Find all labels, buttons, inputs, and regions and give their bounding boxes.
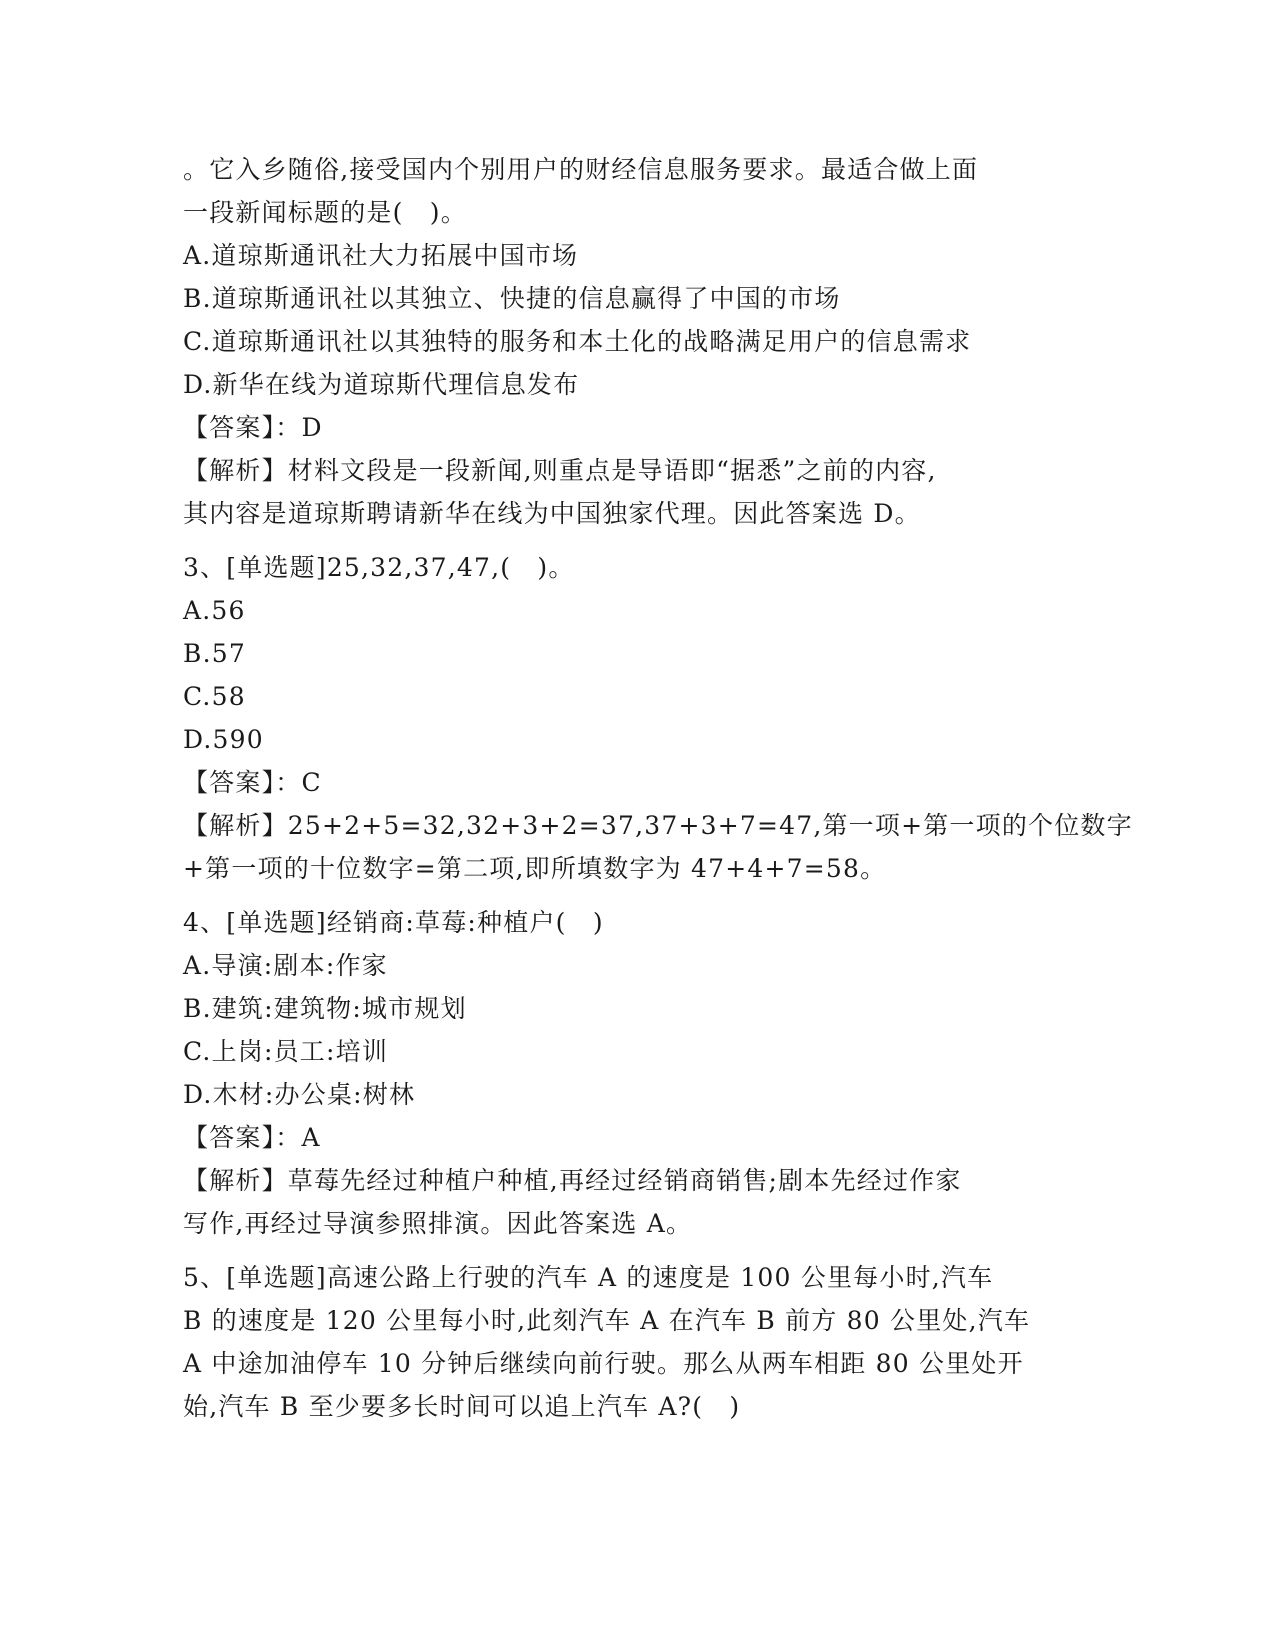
option-b: B.道琼斯通讯社以其独立、快捷的信息赢得了中国的市场 bbox=[183, 284, 841, 313]
question-3 bbox=[183, 546, 1133, 890]
answer-line: 【答案】：A bbox=[183, 1123, 321, 1152]
question-stem-line: 3、[单选题]25,32,37,47,( )。 bbox=[183, 553, 575, 582]
option-c: C.道琼斯通讯社以其独特的服务和本土化的战略满足用户的信息需求 bbox=[183, 327, 972, 356]
option-a: A.道琼斯通讯社大力拓展中国市场 bbox=[183, 241, 579, 270]
analysis-line: 其内容是道琼斯聘请新华在线为中国独家代理。因此答案选 D。 bbox=[183, 499, 921, 528]
question-stem-line: A 中途加油停车 10 分钟后继续向前行驶。那么从两车相距 80 公里处开 bbox=[183, 1349, 1024, 1378]
question-4 bbox=[183, 901, 1083, 1245]
question-stem-line: 。它入乡随俗,接受国内个别用户的财经信息服务要求。最适合做上面 bbox=[183, 155, 979, 184]
option-d: D.木材:办公桌:树林 bbox=[183, 1080, 416, 1109]
option-d: D.590 bbox=[183, 725, 264, 754]
analysis-line: 【解析】材料文段是一段新闻,则重点是导语即“据悉”之前的内容, bbox=[183, 456, 937, 485]
analysis-line: 写作,再经过导演参照排演。因此答案选 A。 bbox=[183, 1209, 693, 1238]
analysis-line: +第一项的十位数字=第二项,即所填数字为 47+4+7=58。 bbox=[183, 854, 887, 883]
answer-line: 【答案】：C bbox=[183, 768, 322, 797]
option-d: D.新华在线为道琼斯代理信息发布 bbox=[183, 370, 580, 399]
analysis-line: 【解析】25+2+5=32,32+3+2=37,37+3+7=47,第一项+第一项的个位数字 bbox=[183, 811, 1133, 840]
question-5 bbox=[183, 1256, 1083, 1428]
question-stem-line: 一段新闻标题的是( )。 bbox=[183, 198, 467, 227]
question-stem-line: 5、[单选题]高速公路上行驶的汽车 A 的速度是 100 公里每小时,汽车 bbox=[183, 1263, 994, 1292]
question-stem-line: 4、[单选题]经销商:草莓:种植户( ) bbox=[183, 908, 604, 937]
analysis-line: 【解析】草莓先经过种植户种植,再经过经销商销售;剧本先经过作家 bbox=[183, 1166, 962, 1195]
option-c: C.上岗:员工:培训 bbox=[183, 1037, 389, 1066]
answer-line: 【答案】：D bbox=[183, 413, 323, 442]
question-stem-line: B 的速度是 120 公里每小时,此刻汽车 A 在汽车 B 前方 80 公里处,汽车 bbox=[183, 1306, 1031, 1335]
question-stem-line: 始,汽车 B 至少要多长时间可以追上汽车 A?( ) bbox=[183, 1392, 741, 1421]
option-b: B.建筑:建筑物:城市规划 bbox=[183, 994, 467, 1023]
document-page bbox=[183, 148, 1133, 1428]
option-a: A.56 bbox=[183, 596, 246, 625]
option-c: C.58 bbox=[183, 682, 246, 711]
option-b: B.57 bbox=[183, 639, 246, 668]
option-a: A.导演:剧本:作家 bbox=[183, 951, 388, 980]
question-2 bbox=[183, 148, 1083, 535]
